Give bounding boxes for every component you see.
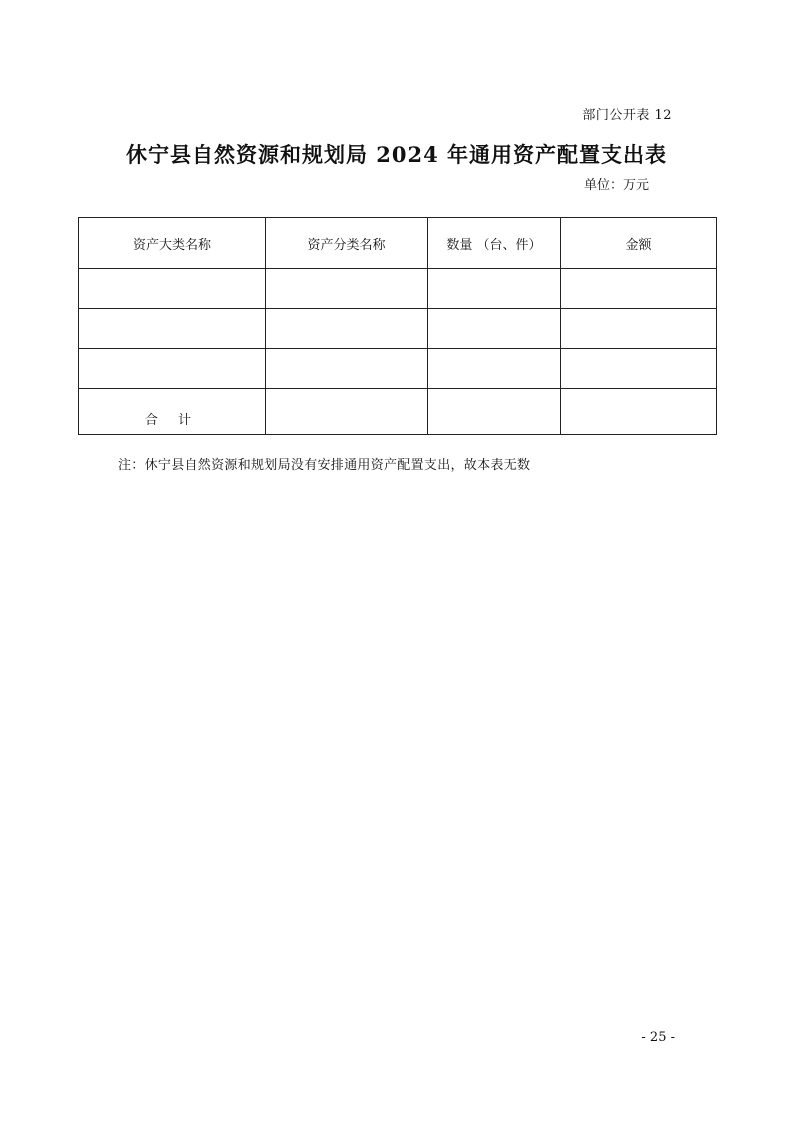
table-cell xyxy=(428,349,561,389)
table-cell xyxy=(561,309,717,349)
total-cell xyxy=(266,389,428,435)
total-cell xyxy=(428,389,561,435)
column-header-amount: 金额 xyxy=(561,218,717,269)
table-cell xyxy=(561,349,717,389)
table-cell xyxy=(266,269,428,309)
table-row xyxy=(79,269,717,309)
table-cell xyxy=(266,349,428,389)
total-label: 合 计 xyxy=(79,389,266,435)
table-cell xyxy=(561,269,717,309)
table-cell xyxy=(428,309,561,349)
table-cell xyxy=(428,269,561,309)
table-row xyxy=(79,349,717,389)
table-cell xyxy=(79,269,266,309)
table-note: 注：休宁县自然资源和规划局没有安排通用资产配置支出，故本表无数 xyxy=(118,458,531,473)
asset-expenditure-table xyxy=(78,217,717,435)
table-cell xyxy=(266,309,428,349)
unit-label: 单位：万元 xyxy=(583,178,649,193)
column-header-quantity: 数量 （台、件） xyxy=(428,218,561,269)
table-row xyxy=(79,309,717,349)
table-id-label: 部门公开表 12 xyxy=(582,108,672,123)
page-number: - 25 - xyxy=(641,1030,675,1045)
table-cell xyxy=(79,349,266,389)
document-title: 休宁县自然资源和规划局 2024 年通用资产配置支出表 xyxy=(125,142,668,167)
total-cell xyxy=(561,389,717,435)
column-header-asset-category: 资产大类名称 xyxy=(79,218,266,269)
table-total-row xyxy=(79,389,717,435)
table-header-row xyxy=(79,218,717,269)
column-header-asset-class: 资产分类名称 xyxy=(266,218,428,269)
table-cell xyxy=(79,309,266,349)
